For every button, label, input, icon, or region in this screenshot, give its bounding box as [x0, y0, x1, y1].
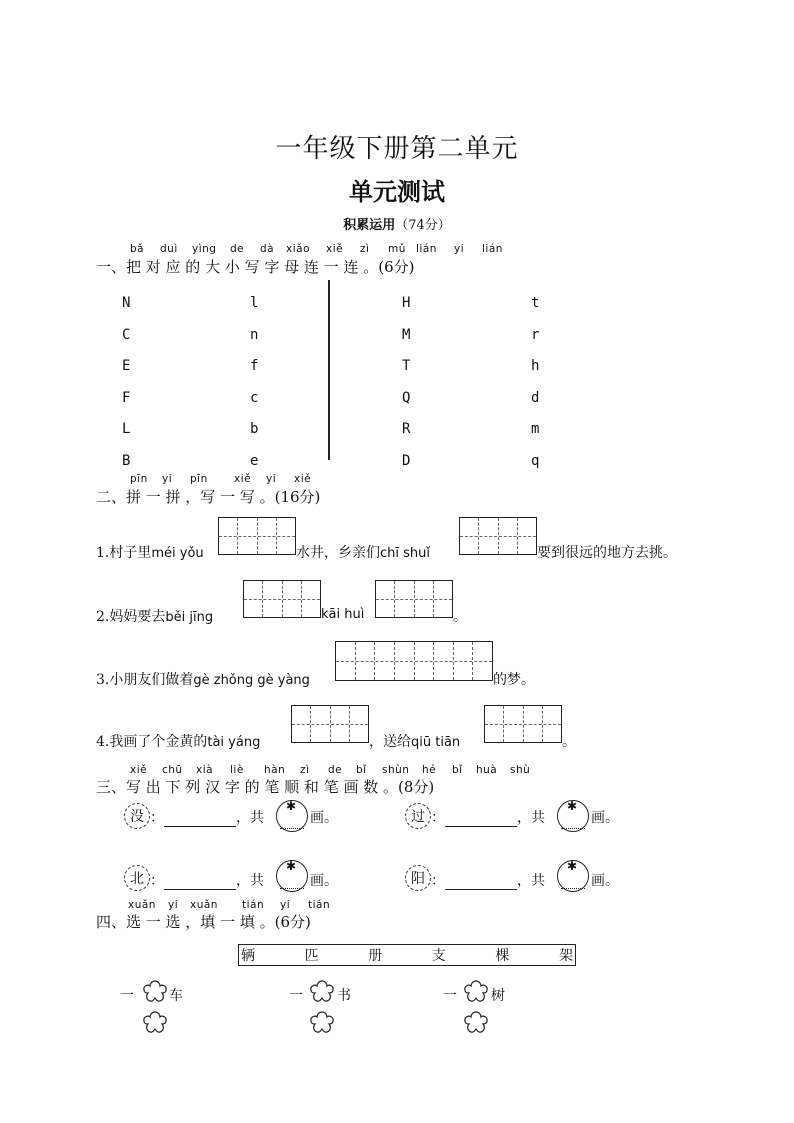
q3-hua: 画。 [310, 810, 338, 826]
char-circle: 没 [124, 803, 150, 829]
page-title: 一年级下册第二单元 [275, 134, 519, 164]
stroke-count-circle[interactable]: ✱ [557, 800, 589, 832]
word-bank: 辆 匹 册 支 棵 架 [238, 944, 576, 966]
writing-grid[interactable] [484, 705, 562, 743]
char-circle: 北 [124, 865, 150, 891]
q3-hua: 画。 [310, 873, 338, 889]
q2-item-1-mid: 水井，乡亲们chī shuǐ [296, 545, 430, 561]
stroke-count-circle[interactable]: ✱ [276, 860, 308, 892]
writing-grid[interactable] [459, 517, 537, 555]
q4-yi: 一 [289, 988, 303, 1004]
writing-grid[interactable] [291, 705, 369, 743]
q4-yi: 一 [120, 988, 134, 1004]
q1-right-upper: H M T Q R D [402, 295, 411, 469]
writing-grid[interactable] [335, 641, 493, 681]
q3-title: 三、写 出 下 列 汉 字 的 笔 顺 和 笔 画 数 。(8分) [96, 778, 435, 796]
q3-hua: 画。 [591, 810, 619, 826]
writing-grid[interactable] [375, 580, 453, 618]
q2-title: 二、拼 一 拼 ，写 一 写 。(16分) [96, 488, 321, 506]
q3-answer-4[interactable]: ： ，共 [431, 873, 545, 889]
q2-item-2-suffix: 。 [453, 609, 467, 625]
q2-item-4-suffix: 。 [562, 734, 576, 750]
q3-answer-3[interactable]: ： ，共 [150, 873, 264, 889]
flower-blank[interactable] [308, 1009, 336, 1037]
writing-grid[interactable] [218, 517, 296, 555]
page-subtitle: 单元测试 [349, 177, 445, 206]
q1-left-upper: N C E F L B [122, 295, 131, 469]
section-heading: 积累运用（74分） [343, 218, 451, 233]
q4-noun-1: 车 [169, 988, 183, 1004]
q2-item-4-mid: ，送给qiū tiān [369, 734, 461, 750]
q3-answer-2[interactable]: ： ，共 [431, 810, 545, 826]
q2-item-1-suffix: 要到很远的地方去挑。 [537, 545, 677, 561]
flower-blank[interactable] [141, 978, 169, 1006]
q4-noun-3: 树 [491, 988, 505, 1004]
char-circle: 过 [405, 803, 431, 829]
q1-left-lower: l n f c b e [250, 295, 259, 469]
stroke-count-circle[interactable]: ✱ [557, 860, 589, 892]
q3-hua: 画。 [591, 873, 619, 889]
q2-item-1: 1.村子里méi yǒu [96, 545, 204, 561]
q2-item-3: 3.小朋友们做着gè zhǒng gè yàng [96, 672, 310, 688]
q1-right-lower: t r h d m q [531, 295, 540, 469]
q3-answer-1[interactable]: ： ，共 [150, 810, 264, 826]
q4-yi: 一 [443, 988, 457, 1004]
q4-noun-2: 书 [337, 988, 351, 1004]
q1-title: 一、把 对 应 的 大 小 写 字 母 连 一 连 。(6分) [96, 258, 415, 276]
flower-blank[interactable] [462, 978, 490, 1006]
q2-item-2: 2.妈妈要去běi jīng [96, 609, 214, 625]
q2-item-3-suffix: 的梦。 [493, 672, 535, 688]
writing-grid[interactable] [243, 580, 321, 618]
char-circle: 阳 [405, 865, 431, 891]
flower-blank[interactable] [308, 978, 336, 1006]
divider-line [328, 280, 330, 460]
q2-item-4: 4.我画了个金黄的tài yáng [96, 734, 261, 750]
q2-item-2-mid: kāi huì [321, 607, 365, 622]
flower-blank[interactable] [141, 1009, 169, 1037]
stroke-count-circle[interactable]: ✱ [276, 800, 308, 832]
q4-title: 四、选 一 选 ，填 一 填 。(6分) [96, 913, 311, 931]
flower-blank[interactable] [462, 1009, 490, 1037]
